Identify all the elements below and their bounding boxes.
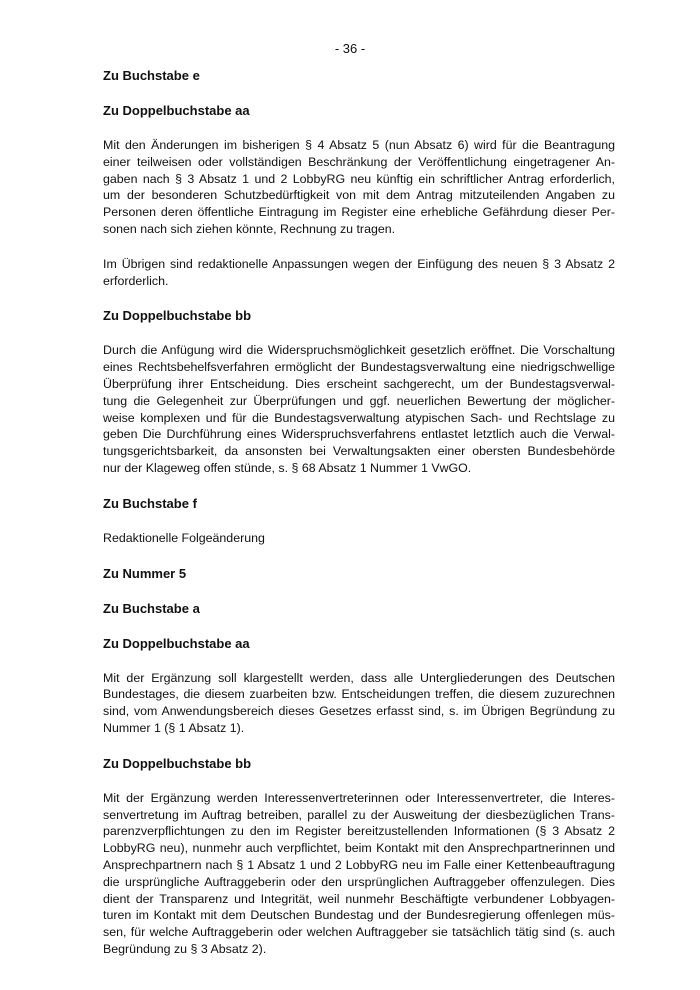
- paragraph-line: Mit der Ergänzung soll klargestellt werden, dass alle Untergliederungen des Deutschen: [103, 670, 615, 685]
- paragraph-line: dient der Transparenz und Integrität, weil nunmehr Beschäftigte verbundener Lobbyagen-: [103, 891, 615, 906]
- section-heading: Zu Buchstabe e: [103, 68, 200, 83]
- section-heading: Zu Nummer 5: [103, 565, 187, 581]
- paragraph-line: tungsgerichtsbarkeit, da ansonsten bei Verwaltungsakten einer obersten Bundesbehörde: [103, 444, 615, 459]
- paragraph-line: sonen nach sich ziehen könnte, Rechnung zu tragen.: [103, 221, 396, 236]
- paragraph-line: die ursprüngliche Auftraggeberin oder den ursprünglichen Auftraggeber offenzulegen. Dies: [103, 874, 615, 889]
- paragraph-line: Nummer 1 (§ 1 Absatz 1).: [103, 720, 245, 735]
- paragraph-line: sen, für welche Auftraggeberin oder welchen Auftraggeber sie tatsächlich tätig sind (s. auch: [103, 925, 615, 940]
- paragraph-line: Mit der Ergänzung werden Interessenvertreterinnen oder Interessenvertreter, die Interes-: [103, 790, 615, 805]
- page-number: - 36 -: [334, 41, 366, 56]
- paragraph-line: einer teilweisen oder vollständigen Beschränkung der Veröffentlichung eingetragener An-: [103, 154, 615, 169]
- paragraph: [103, 790, 615, 958]
- paragraph-line: turen im Kontakt mit dem Deutschen Bundestag und der Bundesregierung offenlegen müs-: [103, 908, 615, 923]
- paragraph: [103, 530, 615, 547]
- paragraph-line: Begründung zu § 3 Absatz 2).: [103, 941, 267, 956]
- paragraph-line: eines Rechtsbehelfsverfahren ermöglicht der Bundestagsverwaltung eine niedrigschwellige: [103, 360, 615, 375]
- paragraph-line: um der besonderen Schutzbedürftigkeit von mit dem Antrag mitzuteilenden Angaben zu: [103, 188, 615, 203]
- paragraph: [103, 670, 615, 737]
- paragraph-line: Bundestages, die diesem zuarbeiten bzw. Entscheidungen treffen, die diesem zuzurechnen: [103, 687, 615, 702]
- paragraph-line: Durch die Anfügung wird die Widerspruchsmöglichkeit gesetzlich eröffnet. Die Vorschaltung: [103, 343, 615, 358]
- paragraph-line: Im Übrigen sind redaktionelle Anpassungen wegen der Einfügung des neuen § 3 Absatz 2: [103, 256, 615, 271]
- paragraph-line: geben Die Durchführung eines Widerspruchsverfahrens entlastet letztlich auch die Verwal-: [103, 427, 615, 442]
- paragraph-line: Redaktionelle Folgeänderung: [103, 530, 265, 545]
- section-heading: Zu Doppelbuchstabe aa: [103, 635, 250, 651]
- paragraph-line: nur der Klageweg offen stünde, s. § 68 Absatz 1 Nummer 1 VwGO.: [103, 460, 472, 475]
- paragraph-line: sind, vom Anwendungsbereich dieses Gesetzes erfasst sind, s. im Übrigen Begründung zu: [103, 704, 615, 719]
- section-heading: Zu Doppelbuchstabe bb: [103, 308, 252, 324]
- paragraph: [103, 137, 615, 238]
- paragraph-line: senvertretung im Auftrag betreiben, parallel zu der Ausweitung der diesbezüglichen Trans-: [103, 807, 615, 822]
- paragraph-line: parenzverpflichtungen zu den im Register bereitzustellenden Informationen (§ 3 Absatz 2: [103, 824, 615, 839]
- document-body: [103, 67, 615, 976]
- section-heading: Zu Buchstabe a: [103, 600, 200, 616]
- paragraph-line: Mit den Änderungen im bisherigen § 4 Absatz 5 (nun Absatz 6) wird für die Beantragung: [103, 138, 615, 152]
- paragraph-line: weise komplexen und für die Bundestagsverwaltung atypischen Sach- und Rechtslage zu: [103, 410, 615, 425]
- section-heading: Zu Doppelbuchstabe bb: [103, 755, 252, 771]
- paragraph-line: Überprüfung ihrer Entscheidung. Dies erscheint sachgerecht, um der Bundestagsverwal-: [103, 376, 615, 391]
- section-heading: Zu Buchstabe f: [103, 495, 197, 511]
- paragraph: [103, 342, 615, 476]
- paragraph-line: tung die Gelegenheit zur Überprüfungen und ggf. neuerlichen Bewertung der möglicher-: [103, 393, 615, 408]
- paragraph-line: LobbyRG neu), nunmehr auch verpflichtet, beim Kontakt mit den Ansprechpartnerinnen und: [103, 841, 615, 856]
- paragraph-line: Personen deren öffentliche Eintragung im Register eine erhebliche Gefährdung dieser Per-: [103, 205, 615, 220]
- paragraph-line: erforderlich.: [103, 273, 169, 288]
- paragraph: [103, 256, 615, 290]
- paragraph-line: gaben nach § 3 Absatz 1 und 2 LobbyRG neu künftig ein schriftlicher Antrag erforderlich,: [103, 171, 615, 186]
- section-heading: Zu Doppelbuchstabe aa: [103, 103, 250, 118]
- paragraph-line: Ansprechpartnern nach § 1 Absatz 1 und 2 LobbyRG neu im Falle einer Kettenbeauftragung: [103, 857, 615, 872]
